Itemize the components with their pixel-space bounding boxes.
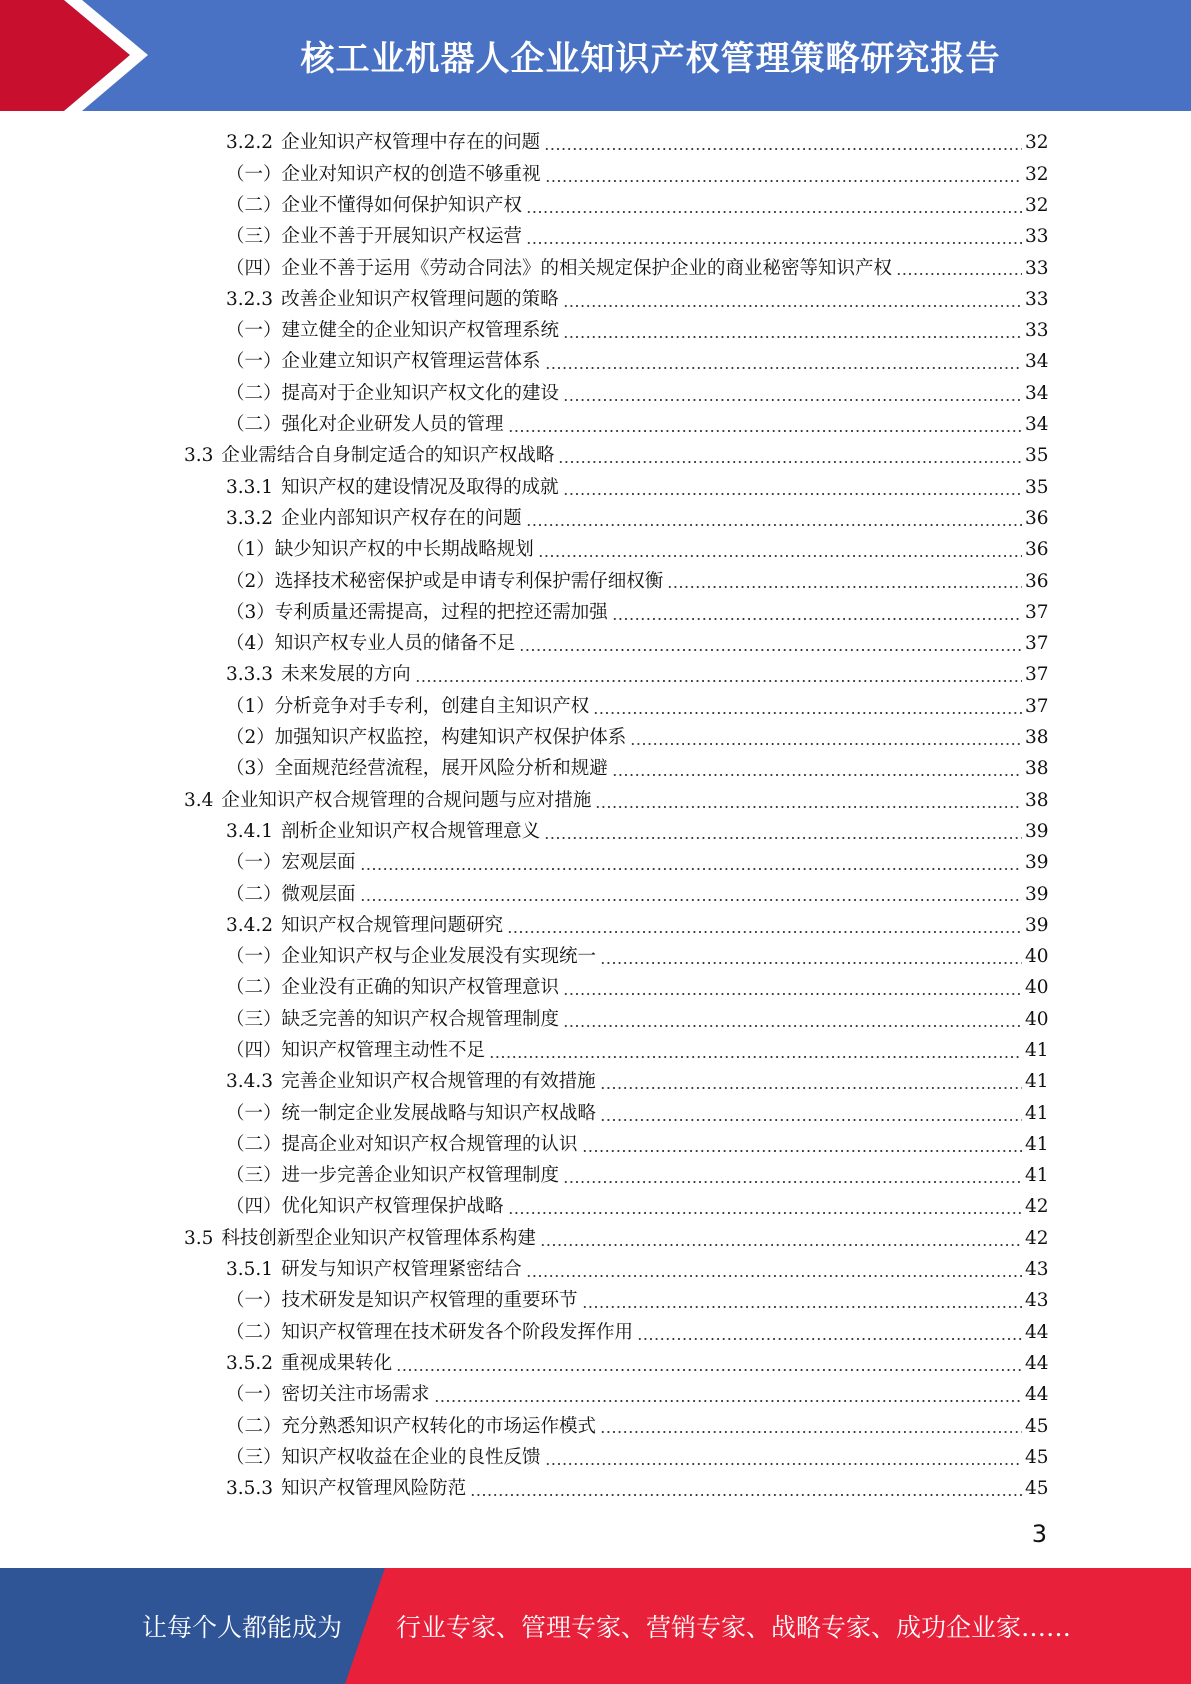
page-footer	[0, 1568, 1191, 1684]
toc-dot-leader	[612, 773, 1022, 777]
toc-entry-title: （一）密切关注市场需求	[226, 1384, 430, 1406]
toc-dot-leader	[526, 210, 1022, 214]
toc-entry-number: 3.3.3	[226, 664, 274, 686]
toc-entry[interactable]	[0, 566, 1191, 597]
toc-entry-page: 34	[1025, 414, 1049, 436]
toc-entry-title: 企业内部知识产权存在的问题	[281, 507, 522, 529]
toc-entry-title: （4）知识产权专业人员的储备不足	[226, 633, 516, 655]
toc-entry-page: 34	[1025, 351, 1049, 373]
toc-entry-title: （二）强化对企业研发人员的管理	[226, 414, 504, 436]
toc-entry[interactable]	[0, 1317, 1191, 1348]
toc-entry[interactable]	[0, 1349, 1191, 1380]
toc-dot-leader	[582, 1305, 1022, 1309]
toc-entry[interactable]	[0, 1442, 1191, 1473]
toc-entry-title: （一）宏观层面	[226, 852, 356, 874]
toc-entry-page: 44	[1025, 1384, 1049, 1406]
toc-entry-title: 改善企业知识产权管理问题的策略	[281, 288, 559, 310]
toc-entry-title: 知识产权管理风险防范	[281, 1478, 467, 1500]
toc-dot-leader	[563, 304, 1022, 308]
toc-entry-number: 3.4.3	[226, 1071, 274, 1093]
toc-entry-title: 知识产权的建设情况及取得的成就	[281, 476, 559, 498]
toc-entry-page: 41	[1025, 1102, 1049, 1124]
footer-slogan-right: 行业专家、管理专家、营销专家、战略专家、成功企业家……	[396, 1613, 1072, 1642]
toc-dot-leader	[558, 460, 1022, 464]
toc-entry[interactable]	[0, 222, 1191, 253]
toc-entry-page: 42	[1025, 1227, 1049, 1249]
toc-entry[interactable]	[0, 253, 1191, 284]
toc-entry[interactable]	[0, 159, 1191, 190]
toc-dot-leader	[563, 1180, 1022, 1184]
toc-entry[interactable]	[0, 378, 1191, 409]
toc-entry-page: 41	[1025, 1165, 1049, 1187]
toc-entry-page: 37	[1025, 633, 1049, 655]
toc-entry-title: 科技创新型企业知识产权管理体系构建	[221, 1227, 536, 1249]
toc-entry[interactable]	[0, 284, 1191, 315]
toc-entry-page: 32	[1025, 132, 1049, 154]
toc-dot-leader	[563, 335, 1022, 339]
toc-entry-title: （一）企业对知识产权的创造不够重视	[226, 163, 541, 185]
toc-entry[interactable]	[0, 910, 1191, 941]
toc-dot-leader	[489, 1055, 1022, 1059]
toc-entry-title: 企业知识产权合规管理的合规问题与应对措施	[221, 789, 592, 811]
toc-entry-page: 39	[1025, 820, 1049, 842]
toc-entry-page: 35	[1025, 445, 1049, 467]
toc-entry-page: 33	[1025, 288, 1049, 310]
toc-entry-page: 45	[1025, 1446, 1049, 1468]
toc-entry[interactable]	[0, 973, 1191, 1004]
toc-entry-title: （三）缺乏完善的知识产权合规管理制度	[226, 1008, 560, 1030]
toc-dot-leader	[526, 241, 1022, 245]
toc-dot-leader	[396, 1368, 1022, 1372]
toc-entry[interactable]	[0, 817, 1191, 848]
toc-entry-page: 32	[1025, 163, 1049, 185]
toc-entry-title: （二）提高对于企业知识产权文化的建设	[226, 382, 560, 404]
toc-entry-title: 研发与知识产权管理紧密结合	[281, 1259, 522, 1281]
toc-entry[interactable]	[0, 1223, 1191, 1254]
toc-dot-leader	[519, 648, 1022, 652]
toc-dot-leader	[545, 366, 1022, 370]
toc-entry-page: 34	[1025, 382, 1049, 404]
toc-dot-leader	[544, 147, 1022, 151]
table-of-contents	[0, 128, 1191, 1505]
toc-entry-page: 43	[1025, 1290, 1049, 1312]
toc-entry-title: 企业知识产权管理中存在的问题	[281, 132, 541, 154]
toc-entry[interactable]	[0, 1286, 1191, 1317]
toc-entry-title: 剖析企业知识产权合规管理意义	[281, 820, 541, 842]
page-number: 3	[1031, 1520, 1047, 1548]
toc-entry-title: （一）企业建立知识产权管理运营体系	[226, 351, 541, 373]
header-chevron-decoration	[0, 0, 160, 111]
footer-slogan-left: 让每个人都能成为	[142, 1613, 343, 1642]
toc-dot-leader	[538, 554, 1022, 558]
toc-dot-leader	[600, 1430, 1022, 1434]
toc-entry-page: 39	[1025, 914, 1049, 936]
toc-entry-number: 3.4.2	[226, 914, 274, 936]
toc-entry-number: 3.5	[184, 1227, 214, 1249]
toc-dot-leader	[545, 1462, 1022, 1466]
toc-dot-leader	[563, 492, 1022, 496]
toc-entry[interactable]	[0, 660, 1191, 691]
toc-entry-page: 44	[1025, 1321, 1049, 1343]
toc-dot-leader	[470, 1493, 1022, 1497]
toc-entry[interactable]	[0, 942, 1191, 973]
toc-entry-number: 3.4	[184, 789, 214, 811]
toc-dot-leader	[563, 1024, 1022, 1028]
toc-dot-leader	[612, 617, 1022, 621]
toc-entry-title: （二）企业不懂得如何保护知识产权	[226, 194, 523, 216]
toc-entry-title: （3）专利质量还需提高，过程的把控还需加强	[226, 601, 608, 623]
toc-entry-title: （二）微观层面	[226, 883, 356, 905]
toc-entry[interactable]	[0, 1411, 1191, 1442]
toc-dot-leader	[563, 992, 1022, 996]
toc-entry-number: 3.3	[184, 445, 214, 467]
toc-entry[interactable]	[0, 410, 1191, 441]
toc-entry-page: 41	[1025, 1040, 1049, 1061]
toc-entry-title: 重视成果转化	[281, 1352, 393, 1374]
toc-entry-page: 40	[1025, 977, 1049, 999]
toc-dot-leader	[630, 742, 1022, 746]
toc-entry-title: （四）企业不善于运用《劳动合同法》的相关规定保护企业的商业秘密等知识产权	[226, 257, 893, 279]
toc-entry-number: 3.5.1	[226, 1259, 274, 1281]
toc-entry[interactable]	[0, 316, 1191, 347]
toc-entry-title: （1）缺少知识产权的中长期战略规划	[226, 539, 534, 561]
toc-entry-number: 3.5.2	[226, 1352, 274, 1374]
toc-entry-title: （四）知识产权管理主动性不足	[226, 1040, 486, 1061]
toc-dot-leader	[637, 1337, 1022, 1341]
toc-entry[interactable]	[0, 1004, 1191, 1035]
document-title: 核工业机器人企业知识产权管理策略研究报告	[300, 39, 1001, 79]
toc-entry-number: 3.2.2	[226, 132, 274, 154]
toc-entry-page: 37	[1025, 601, 1049, 623]
toc-entry-title: 知识产权合规管理问题研究	[281, 914, 504, 936]
toc-entry-page: 40	[1025, 946, 1049, 968]
toc-entry-title: （三）知识产权收益在企业的良性反馈	[226, 1446, 541, 1468]
toc-entry-number: 3.5.3	[226, 1478, 274, 1500]
toc-dot-leader	[593, 711, 1022, 715]
toc-entry[interactable]	[0, 535, 1191, 566]
toc-entry-page: 33	[1025, 257, 1049, 279]
toc-entry[interactable]	[0, 441, 1191, 472]
toc-entry[interactable]	[0, 629, 1191, 660]
toc-entry[interactable]	[0, 597, 1191, 628]
toc-entry[interactable]	[0, 472, 1191, 503]
toc-dot-leader	[600, 961, 1022, 965]
toc-dot-leader	[360, 867, 1022, 871]
toc-entry-title: （四）优化知识产权管理保护战略	[226, 1196, 504, 1218]
toc-entry-title: （一）统一制定企业发展战略与知识产权战略	[226, 1102, 597, 1124]
toc-entry[interactable]	[0, 785, 1191, 816]
toc-entry[interactable]	[0, 1130, 1191, 1161]
toc-entry[interactable]	[0, 1255, 1191, 1286]
toc-entry[interactable]	[0, 1192, 1191, 1223]
toc-entry-title: （二）充分熟悉知识产权转化的市场运作模式	[226, 1415, 597, 1437]
toc-entry-title: （二）知识产权管理在技术研发各个阶段发挥作用	[226, 1321, 634, 1343]
toc-entry-title: （二）提高企业对知识产权合规管理的认识	[226, 1133, 578, 1155]
toc-dot-leader	[563, 398, 1022, 402]
toc-entry-title: （2）选择技术秘密保护或是申请专利保护需仔细权衡	[226, 570, 664, 592]
toc-entry[interactable]	[0, 691, 1191, 722]
toc-dot-leader	[545, 179, 1022, 183]
toc-entry[interactable]	[0, 723, 1191, 754]
toc-entry[interactable]	[0, 1067, 1191, 1098]
toc-entry[interactable]	[0, 1474, 1191, 1505]
toc-dot-leader	[526, 523, 1022, 527]
toc-entry-page: 36	[1025, 507, 1049, 529]
toc-entry[interactable]	[0, 848, 1191, 879]
toc-entry-title: （三）进一步完善企业知识产权管理制度	[226, 1165, 560, 1187]
toc-entry-page: 39	[1025, 852, 1049, 874]
toc-dot-leader	[415, 679, 1022, 683]
toc-dot-leader	[526, 1274, 1022, 1278]
toc-entry-page: 33	[1025, 320, 1049, 342]
toc-entry[interactable]	[0, 128, 1191, 159]
toc-dot-leader	[507, 930, 1022, 934]
toc-dot-leader	[360, 898, 1022, 902]
toc-dot-leader	[508, 429, 1022, 433]
toc-entry-page: 32	[1025, 194, 1049, 216]
toc-entry-title: 完善企业知识产权合规管理的有效措施	[281, 1071, 596, 1093]
toc-entry-page: 37	[1025, 695, 1049, 717]
toc-dot-leader	[896, 272, 1022, 276]
toc-dot-leader	[600, 1086, 1022, 1090]
toc-entry-title: （二）企业没有正确的知识产权管理意识	[226, 977, 560, 999]
toc-entry-number: 3.3.1	[226, 476, 274, 498]
toc-entry-title: （一）企业知识产权与企业发展没有实现统一	[226, 946, 597, 968]
toc-entry-page: 44	[1025, 1352, 1049, 1374]
toc-entry[interactable]	[0, 1098, 1191, 1129]
toc-entry-page: 45	[1025, 1415, 1049, 1437]
toc-entry-page: 39	[1025, 883, 1049, 905]
toc-entry[interactable]	[0, 1036, 1191, 1067]
toc-entry-title: 未来发展的方向	[281, 664, 411, 686]
toc-entry-page: 33	[1025, 226, 1049, 248]
toc-entry-title: （1）分析竞争对手专利，创建自主知识产权	[226, 695, 590, 717]
toc-entry-number: 3.4.1	[226, 820, 274, 842]
toc-entry-number: 3.3.2	[226, 507, 274, 529]
toc-entry-page: 38	[1025, 758, 1049, 780]
toc-entry-page: 41	[1025, 1071, 1049, 1093]
toc-dot-leader	[595, 805, 1022, 809]
toc-dot-leader	[667, 585, 1022, 589]
toc-entry-page: 42	[1025, 1196, 1049, 1218]
toc-dot-leader	[540, 1243, 1022, 1247]
toc-dot-leader	[434, 1399, 1022, 1403]
toc-entry-title: （三）企业不善于开展知识产权运营	[226, 226, 523, 248]
toc-entry-page: 40	[1025, 1008, 1049, 1030]
toc-entry-page: 36	[1025, 570, 1049, 592]
toc-entry[interactable]	[0, 504, 1191, 535]
toc-entry-page: 41	[1025, 1133, 1049, 1155]
toc-entry-page: 35	[1025, 476, 1049, 498]
toc-entry[interactable]	[0, 1161, 1191, 1192]
toc-dot-leader	[544, 836, 1022, 840]
toc-dot-leader	[508, 1211, 1022, 1215]
toc-dot-leader	[600, 1118, 1022, 1122]
toc-entry[interactable]	[0, 879, 1191, 910]
toc-entry-number: 3.2.3	[226, 288, 274, 310]
toc-entry[interactable]	[0, 754, 1191, 785]
toc-entry-title: （一）建立健全的企业知识产权管理系统	[226, 320, 560, 342]
toc-entry[interactable]	[0, 1380, 1191, 1411]
toc-entry-page: 38	[1025, 727, 1049, 749]
toc-entry-title: （一）技术研发是知识产权管理的重要环节	[226, 1290, 578, 1312]
toc-entry-title: （3）全面规范经营流程，展开风险分析和规避	[226, 758, 608, 780]
toc-entry[interactable]	[0, 347, 1191, 378]
toc-entry[interactable]	[0, 191, 1191, 222]
toc-entry-page: 37	[1025, 664, 1049, 686]
toc-dot-leader	[582, 1149, 1022, 1153]
toc-entry-title: 企业需结合自身制定适合的知识产权战略	[221, 445, 555, 467]
toc-entry-page: 43	[1025, 1259, 1049, 1281]
page-header	[0, 0, 1191, 111]
toc-entry-title: （2）加强知识产权监控，构建知识产权保护体系	[226, 727, 627, 749]
toc-entry-page: 38	[1025, 789, 1049, 811]
toc-entry-page: 45	[1025, 1478, 1049, 1500]
toc-entry-page: 36	[1025, 539, 1049, 561]
